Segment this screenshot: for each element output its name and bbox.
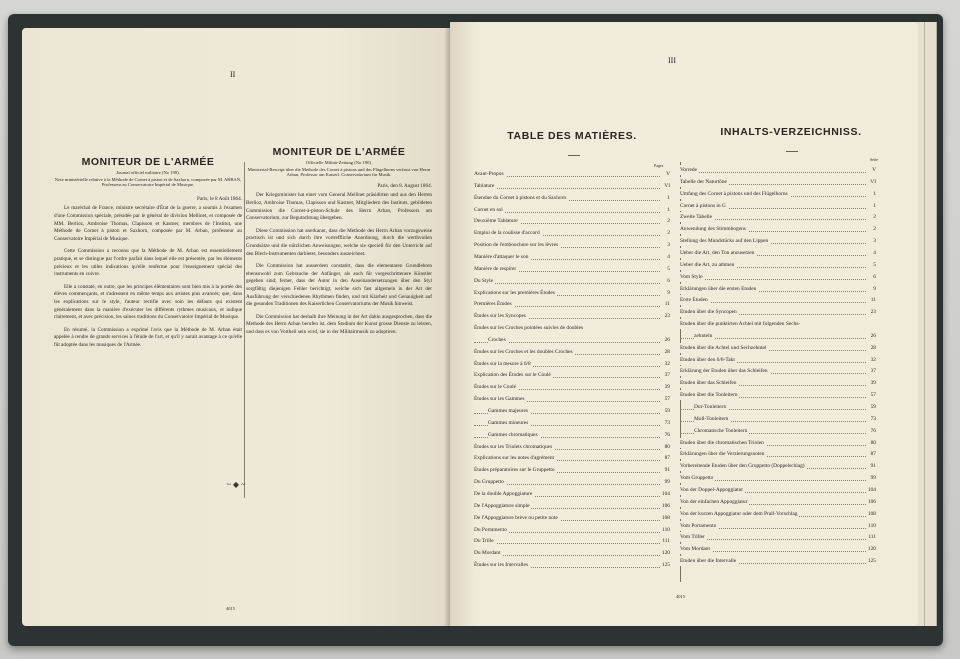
toc-entry: [474, 359, 670, 369]
toc-entry-page: VI: [870, 178, 876, 185]
toc-entry: [474, 418, 670, 428]
toc-entry: [680, 307, 876, 317]
toc-entry: [474, 477, 670, 487]
toc-entry-label: Deuxième Tablature: [474, 218, 518, 225]
toc-entry: [680, 532, 876, 542]
toc-entry-page: 87: [664, 455, 670, 462]
toc-entry-label: Du Mordant: [474, 550, 501, 557]
toc-entry-label: Gammes chromatiques: [488, 431, 538, 438]
toc-entry-page: 106: [867, 498, 876, 505]
toc-entry-label: Études préparatoires sur le Gruppetto: [474, 467, 555, 474]
toc-entry-label: Umfang des Cornet à pistons und des Flügelhorns: [680, 190, 788, 197]
toc-entry-label: Position de l'embouchure sur les lèvres: [474, 242, 559, 249]
toc-entry-page: 2: [667, 218, 670, 225]
title-rule-french: [568, 155, 580, 156]
toc-entry-label: Dur-Tonleitern: [694, 404, 727, 410]
toc-entry: [680, 556, 876, 566]
toc-entry-label: zehnteln: [694, 332, 713, 339]
toc-entry-label: De la double Appoggiature: [474, 490, 533, 497]
toc-entry: [474, 394, 670, 404]
toc-entry-page: 6: [667, 277, 670, 284]
toc-entry-page: 32: [870, 356, 876, 363]
toc-entry-page: 23: [870, 309, 876, 316]
toc-entry: [680, 224, 876, 234]
toc-entry-page: 1: [667, 206, 670, 213]
toc-leader-dots: [474, 181, 660, 189]
toc-entry-label: Gammes mineures: [488, 419, 529, 426]
toc-entry: [474, 193, 670, 203]
toc-entry-page: 1: [873, 190, 876, 197]
toc-entry-label: Vorbereitende Etuden über den Gruppetto (Doppelschlag): [680, 463, 805, 470]
toc-title-french: TABLE DES MATIÈRES.: [507, 130, 637, 142]
toc-entry-label: Explication des Études sur le Coulé: [474, 372, 551, 379]
toc-entry-label: De l'Appoggiature brève ou petite note: [474, 514, 558, 521]
left-page: [22, 28, 454, 626]
toc-entry-page: 73: [870, 415, 876, 422]
toc-entry-label: Von der kurzen Appoggiatur oder dem Prall-Vorschlag: [680, 510, 798, 517]
toc-entry: [680, 260, 876, 270]
french-note: Note ministérielle relative à la Méthode de Cornet à piston et de Saxhorn, composée par M. ARBAN, Professeur au Conservatoire Impérial de Musique.: [54, 176, 242, 188]
right-page-number: III: [668, 56, 676, 65]
toc-entry-label: Études sur le Coulé: [474, 384, 517, 391]
toc-entry-page: 104: [867, 486, 876, 493]
pages-label-french: Pages: [654, 163, 664, 168]
toc-entry-page: 80: [664, 443, 670, 450]
toc-entry-page: 4: [873, 249, 876, 256]
toc-entry: [680, 319, 876, 329]
toc-entry-page: 1: [873, 202, 876, 209]
toc-leader-dots: [474, 276, 660, 284]
toc-entry-page: 59: [870, 404, 876, 410]
toc-entry-page: 2: [873, 214, 876, 221]
toc-entry-page: 99: [664, 479, 670, 486]
toc-entry-page: 110: [868, 522, 876, 529]
toc-entry: [474, 216, 670, 226]
right-page: [450, 22, 918, 626]
french-body: [54, 205, 242, 349]
german-title: MONITEUR DE L'ARMÉE: [272, 146, 406, 158]
toc-entry-label: Etuden über die punktirten Achtel mit folgenden Sechs-: [680, 321, 801, 328]
toc-entry-label: Études sur les Croches pointées suivies de doubles: [474, 325, 584, 332]
toc-entry-page: 76: [664, 431, 670, 438]
toc-entry: [680, 509, 876, 519]
german-paragraph: Die Commission hat deshalb ihre Meinung in der Art dahin ausgesprochen, dass die Methode des Herrn Arban berufen ist, dem Studium der Kunst grosse Dienste zu leisten, und dass es von Vortheil sein wird, sie in der Militairmusik zu adoptiren.: [246, 313, 432, 335]
left-page-number: II: [230, 70, 236, 79]
toc-entry-page: 37: [870, 368, 876, 375]
french-subtitle: Journal officiel militaire (No 190).: [116, 170, 180, 175]
toc-entry: [474, 382, 670, 392]
toc-entry: [680, 355, 876, 365]
toc-entry-label: Erklärungen über die Verzierungsnoten: [680, 451, 765, 458]
toc-entry-page: 26: [870, 332, 876, 339]
toc-entry-label: Etuden über die Tonleitern: [680, 392, 738, 399]
column-divider: [244, 162, 245, 498]
toc-entry-label: Vom Triller: [680, 534, 705, 541]
french-title: MONITEUR DE L'ARMÉE: [81, 156, 215, 168]
toc-entry-page: 106: [661, 502, 670, 509]
toc-entry-page: 28: [870, 344, 876, 351]
toc-entry: [680, 248, 876, 258]
toc-entry-label: Etuden über das Schleifen: [680, 380, 737, 387]
toc-entry: [680, 449, 876, 459]
toc-entry-page: 120: [661, 550, 670, 557]
german-paragraph: Diese Commission hat anerkannt, dass die Methode des Herrn Arban vorzugsweise practisch ist und sich durch ihre vortreffliche Anordnung, durch die werthvollen Grundsätze und die nützlichen Anweisungen, welche sie speciell für den Unterricht auf den Blech-Instrumenten darbietet, besonders auszeichnet.: [246, 227, 432, 257]
toc-entry-label: Croches: [488, 336, 506, 343]
toc-entry: [680, 497, 876, 507]
toc-entry-page: 57: [870, 392, 876, 399]
toc-entry-page: V: [872, 167, 876, 173]
toc-entry-label: Von der einfachen Appoggiatur: [680, 498, 748, 505]
toc-entry-page: 87: [870, 451, 876, 458]
french-paragraph: En résumé, la Commission a exprimé l'avis que la Méthode de M. Arban était appelée à rendre de grands services à l'étude de l'art, et qu'il y aurait avantage à ce qu'elle fût adoptée dans les musiques de l'Armée.: [54, 326, 242, 348]
toc-entry: [474, 335, 670, 345]
toc-entry-label: Cornet à pistons in G: [680, 202, 726, 209]
toc-entry-page: 6: [873, 273, 876, 280]
toc-entry-label: Emploi de la coulisse d'accord: [474, 230, 540, 237]
toc-entry: [680, 485, 876, 495]
toc-entry-page: 57: [664, 396, 670, 403]
toc-entry-label: Étendue du Cornet à pistons et du Saxhorn: [474, 194, 567, 201]
toc-entry-label: Du Style: [474, 277, 494, 284]
toc-entry: [474, 536, 670, 546]
german-paragraph: Die Commission hat ausserdem constatirt, dass die elementaren Grundlehren ebensowohl zum Gebrauche der Anfänger, als auch für vorgeschrittenere Künstler gegeben sind; ferner, dass der Autor in den Auseinandersetzungen über den Styl sorgfältig diejenigen Fehler berichtigt, welche sich fast allgemein in der Art der Ausführung der verschiedenen Rhythmen finden, und mit Klarheit und Genauigkeit auf die gesunden Traditionen des Kaiserlichen Conservatoriums der Musik hinweist.: [246, 263, 432, 308]
french-paragraph: Cette Commission a reconnu que la Méthode de M. Arban est essentiellement pratique, et se distingue par l'ordre parfait dans lequel elle est présentée, par les éléments précieux et les utiles indications qu'elle renferme pour l'enseignement spécial des instruments en cuivre.: [54, 248, 242, 278]
toc-entry: [680, 201, 876, 211]
toc-entry-label: Ueber die Art, den Ton anzusetzen: [680, 249, 755, 256]
toc-entry: [680, 177, 876, 187]
toc-entry-page: 5: [873, 261, 876, 268]
toc-entry-page: 2: [667, 230, 670, 237]
toc-entry-page: VI: [664, 182, 670, 189]
toc-entry: [474, 465, 670, 475]
german-subtitle: Officielle Militär-Zeitung (No 190).: [305, 160, 373, 165]
toc-entry-label: Etuden über die Syncopen: [680, 309, 737, 316]
toc-leader-dots: [680, 532, 866, 540]
toc-entry-page: 28: [664, 348, 670, 355]
toc-entry: [474, 406, 670, 416]
toc-entry: [474, 501, 670, 511]
toc-entry-label: Avant-Propos: [474, 171, 504, 177]
toc-leader-dots: [680, 165, 866, 173]
toc-leader-dots: [474, 536, 660, 544]
toc-entry-label: Études sur les Gammes: [474, 396, 525, 403]
toc-entry-label: Von der Doppel-Appoggiatur: [680, 486, 744, 493]
french-paragraph: Elle a constaté, en outre, que les principes élémentaires sont bien mis à la portée des élèves commençants, et s'adressent en même temps aux artistes plus avancés; que, dans les explications sur le style, l'auteur rectifie avec soin les défauts qui existent généralement dans la manière d'exécuter les différents rythmes musicaux, et indique clairement, et avec précision, les saines traditions du Conservatoire Impérial de Musique.: [54, 283, 242, 321]
toc-entry: [680, 390, 876, 400]
toc-entry-page: 111: [868, 534, 876, 541]
toc-entry-label: Stellung des Mundstücks auf den Lippen: [680, 238, 769, 245]
toc-entry: [680, 521, 876, 531]
toc-entry-label: Du Portamento: [474, 526, 507, 533]
toc-entry-label: Études sur les Triolets chromatiques: [474, 443, 553, 450]
toc-entry-page: 32: [664, 360, 670, 367]
toc-entry: [680, 461, 876, 471]
toc-entry: [474, 525, 670, 535]
toc-entry: [474, 264, 670, 274]
toc-entry: [474, 442, 670, 452]
toc-entry-page: 125: [867, 558, 876, 565]
toc-entry-page: 59: [664, 408, 670, 414]
toc-entry: [680, 331, 876, 341]
toc-entry-page: 108: [867, 510, 876, 517]
toc-entry: [474, 453, 670, 463]
toc-entry: [474, 548, 670, 558]
german-column: [246, 146, 432, 341]
toc-entry: [474, 240, 670, 250]
toc-entry-label: Chromatische Tonleitern: [694, 427, 748, 434]
toc-entry-label: Études sur la mesure à 6/8: [474, 360, 531, 367]
toc-entry-page: 120: [867, 546, 876, 553]
toc-entry: [680, 544, 876, 554]
toc-entry-label: Gammes majeures: [488, 408, 528, 414]
toc-entry-label: Études sur les Intervalles: [474, 562, 529, 569]
german-note: Ministerial-Rescript über die Methode des Cornet à pistons und des Flügelhorns verfasst von Herrn Arban, Professor am Kaiserl. Conservatorium für Musik.: [247, 166, 431, 178]
toc-entry-label: Vom Gruppetto: [680, 475, 714, 482]
toc-entry-label: Etuden über die Achtel und Sechzehntel: [680, 344, 767, 351]
toc-entry: [474, 347, 670, 357]
toc-entry-label: Cornet en sol: [474, 206, 503, 213]
toc-entry-label: Du Trille: [474, 538, 494, 545]
toc-entry-page: 3: [873, 238, 876, 245]
toc-entry-page: 26: [664, 336, 670, 343]
toc-entry-label: Premières Études: [474, 301, 512, 308]
toc-entry-page: 39: [870, 380, 876, 387]
toc-entry: [474, 276, 670, 286]
toc-entry-label: Ueber die Art, zu athmen: [680, 261, 735, 268]
toc-entry-page: 1: [667, 194, 670, 201]
toc-entry-label: Vorrede: [680, 167, 697, 173]
right-footer-number: 4015: [676, 594, 685, 599]
toc-entry-label: Etuden über die Intervalle: [680, 558, 737, 565]
toc-leader-dots: [680, 272, 866, 280]
toc-entry: [680, 236, 876, 246]
toc-entry: [474, 311, 670, 321]
toc-entry: [680, 284, 876, 294]
toc-entry-label: Erklärung der Etuden über das Schleifen: [680, 368, 768, 375]
toc-entry: [474, 560, 670, 570]
toc-title-german: INHALTS-VERZEICHNISS.: [720, 126, 862, 138]
toc-entry-page: 2: [873, 226, 876, 233]
toc-entry: [680, 378, 876, 388]
toc-entry-page: V: [666, 171, 670, 177]
toc-entry-page: 104: [661, 490, 670, 497]
french-paragraph: Le maréchal de France, ministre secrétaire d'État de la guerre, a soumis à l'examen d'une Commission spéciale, présidée par le général de division Mellinet, et composée de MM. Berlioz, Ambroise Thomas, Clapisson et Kastner, membres de l'Institut, une Méthode de Cornet à piston et Saxhorn, composée par M. Arban, professeur au Conservatoire Impérial de Musique.: [54, 205, 242, 242]
toc-entry-label: Du Gruppetto: [474, 479, 504, 486]
toc-entry: [680, 426, 876, 436]
toc-entry-page: 111: [662, 538, 670, 545]
toc-entry: [680, 272, 876, 282]
toc-entry-page: 125: [661, 562, 670, 569]
german-dateline: Paris, den 8. August 1864.: [377, 182, 432, 189]
toc-entry-label: Manière de respirer: [474, 265, 517, 272]
toc-entry: [474, 169, 670, 179]
german-body: [246, 192, 432, 336]
toc-entry: [474, 430, 670, 440]
toc-entry: [474, 252, 670, 262]
toc-entry-page: 99: [870, 475, 876, 482]
toc-entry-label: Vom Style: [680, 273, 703, 280]
toc-entry-label: De l'Appoggiature simple: [474, 502, 530, 509]
toc-entry-page: 76: [870, 427, 876, 434]
ornament-divider: ~◆~: [226, 480, 248, 489]
toc-entry-label: Manière d'attaquer le son: [474, 253, 529, 260]
toc-entry-page: 91: [870, 463, 876, 470]
toc-entry-page: 91: [664, 467, 670, 474]
toc-entry-page: 80: [870, 439, 876, 446]
toc-entry: [680, 343, 876, 353]
toc-entry: [474, 299, 670, 309]
toc-entry-label: Explications sur les notes d'agrément: [474, 455, 555, 462]
french-column: [54, 156, 242, 354]
toc-entry-label: Erklärungen über die ersten Etuden: [680, 285, 757, 292]
title-rule-german: [786, 151, 798, 152]
toc-entry-page: 3: [667, 242, 670, 249]
toc-entry: [680, 438, 876, 448]
toc-entry-label: Moll-Tonleitern: [694, 415, 729, 422]
toc-entry: [474, 323, 670, 333]
toc-entry-label: Etuden über den 6/8-Takt: [680, 356, 735, 363]
toc-entry: [474, 288, 670, 298]
toc-entry-label: Zweite Tabelle: [680, 214, 713, 221]
toc-entry-page: 39: [664, 384, 670, 391]
toc-entry-page: 4: [667, 253, 670, 260]
french-dateline: Paris, le 8 Août 1864.: [197, 195, 242, 202]
toc-entry-label: Tabelle der Naturtöne: [680, 178, 727, 185]
toc-entry-page: 5: [667, 265, 670, 272]
toc-entry-page: 23: [664, 313, 670, 320]
toc-entry-label: Erste Etuden: [680, 297, 708, 304]
german-paragraph: Der Kriegsminister hat einer vom General Mellinet präsidirten und aus den Herren Berlioz, Ambroise Thomas, Clapisson und Kastner, Mitgliedern des Instituts, gebildeten Commission die Cornet-à-piston-Schule des Herrn Arban, Professors am Conservatorium, zur Begutachtung übergeben.: [246, 192, 432, 222]
toc-entry-page: 9: [873, 285, 876, 292]
toc-entry-page: 108: [661, 514, 670, 521]
toc-entry-page: 11: [870, 297, 876, 304]
left-footer-number: 4015: [226, 606, 235, 611]
toc-entry: [680, 402, 876, 412]
toc-entry: [680, 165, 876, 175]
toc-entry-page: 110: [662, 526, 670, 533]
toc-entry: [680, 189, 876, 199]
toc-entry-page: 73: [664, 419, 670, 426]
toc-entry: [680, 212, 876, 222]
toc-entry-label: Vom Portamento: [680, 522, 717, 529]
toc-entry-label: Etuden über die chromatischen Triolen: [680, 439, 764, 446]
toc-entry-label: Études sur les Syncopes: [474, 313, 526, 320]
toc-entry-label: Explications sur les premières Études: [474, 289, 555, 296]
toc-entry-label: Anwendung des Stimmbogens: [680, 226, 746, 233]
toc-entry: [680, 414, 876, 424]
toc-entry-page: 9: [667, 289, 670, 296]
toc-entry-page: 37: [664, 372, 670, 379]
toc-entry-label: Vom Mordant: [680, 546, 710, 553]
toc-entry-label: Tablature: [474, 182, 495, 189]
toc-entry: [474, 370, 670, 380]
toc-entry-label: Études sur les Croches et les doubles Croches: [474, 348, 573, 355]
toc-entry-page: 11: [664, 301, 670, 308]
toc-entry: [680, 295, 876, 305]
toc-entry: [680, 366, 876, 376]
toc-entry: [680, 473, 876, 483]
toc-entry: [474, 205, 670, 215]
toc-entry: [474, 228, 670, 238]
pages-label-german: Seite: [870, 157, 878, 162]
toc-entry: [474, 489, 670, 499]
toc-entry: [474, 181, 670, 191]
toc-entry: [474, 513, 670, 523]
